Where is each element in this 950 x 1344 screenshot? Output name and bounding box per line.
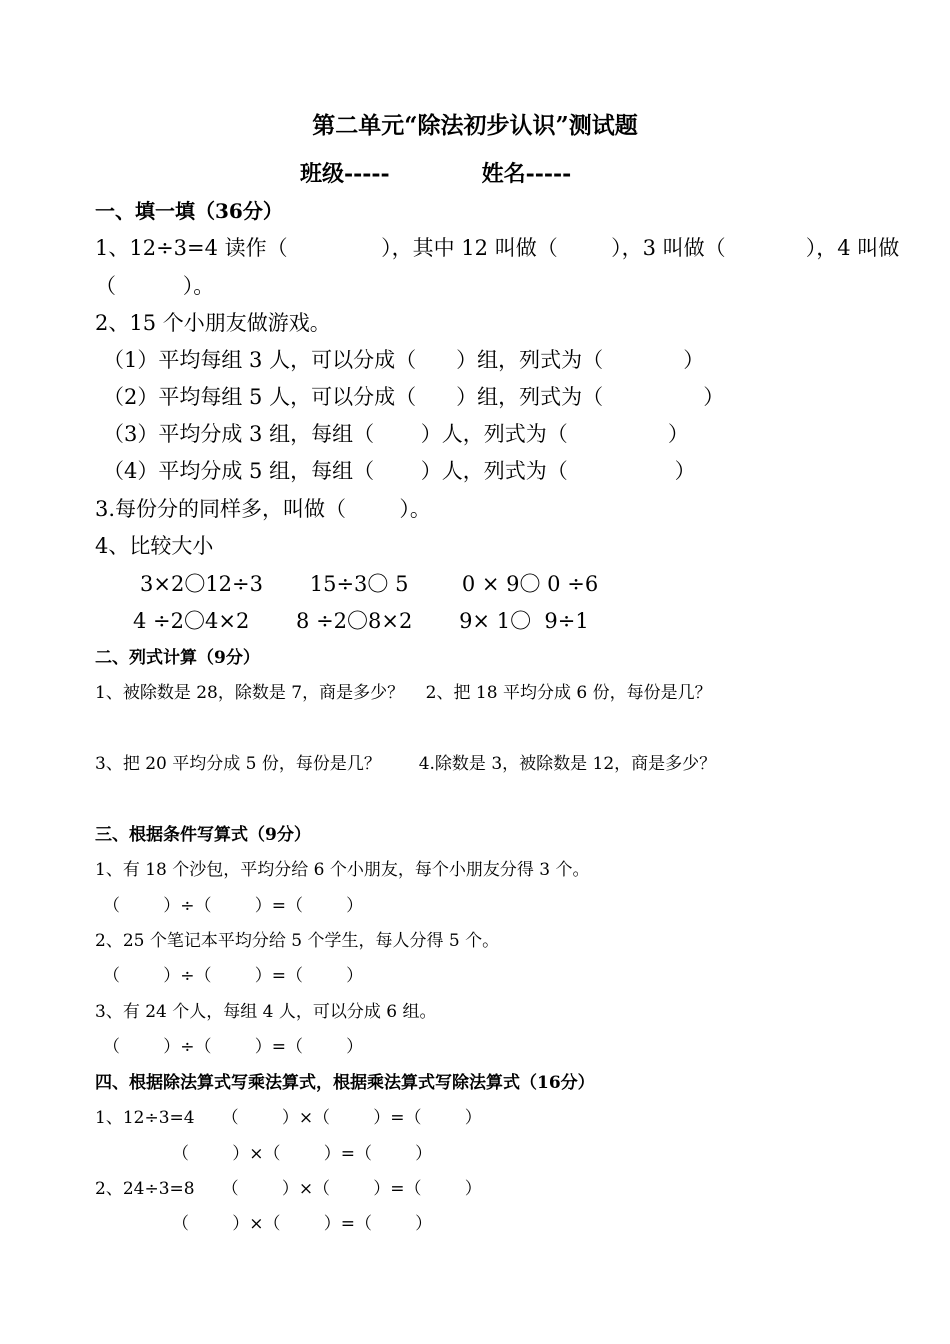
q2-item-4: （4）平均分成 5 组，每组（ ）人，列式为（ ） xyxy=(103,459,696,483)
q1-line1: 1、12÷3=4 读作（ ），其中 12 叫做（ ），3 叫做（ ），4 叫做 xyxy=(95,236,900,260)
section3-item-3-formula: （ ）÷（ ）=（ ） xyxy=(103,1037,364,1057)
section3-item-3-text: 3、有 24 个人，每组 4 人，可以分成 6 组。 xyxy=(95,1002,437,1022)
section4-item-1-line1: 1、12÷3=4 （ ）×（ ）=（ ） xyxy=(95,1108,482,1128)
section3-item-2-text: 2、25 个笔记本平均分给 5 个学生，每人分得 5 个。 xyxy=(95,931,500,951)
q4-row-1: 3×2〇12÷3 15÷3〇 5 0 × 9〇 0 ÷6 xyxy=(140,572,599,596)
section4-item-2-line1: 2、24÷3=8 （ ）×（ ）=（ ） xyxy=(95,1179,482,1199)
q2-item-3: （3）平均分成 3 组，每组（ ）人，列式为（ ） xyxy=(103,422,689,446)
section4-item-2-line2: （ ）×（ ）=（ ） xyxy=(172,1214,433,1234)
q1-line2: （ ）。 xyxy=(95,274,215,298)
section2-heading: 二、列式计算（9分） xyxy=(95,648,260,668)
q4-intro: 4、比较大小 xyxy=(95,534,214,558)
q2-item-1: （1）平均每组 3 人，可以分成（ ）组，列式为（ ） xyxy=(103,348,705,372)
section3-item-2-formula: （ ）÷（ ）=（ ） xyxy=(103,966,364,986)
section3-item-1-text: 1、有 18 个沙包，平均分给 6 个小朋友，每个小朋友分得 3 个。 xyxy=(95,860,590,880)
q2-item-2: （2）平均每组 5 人，可以分成（ ）组，列式为（ ） xyxy=(103,385,725,409)
section2-row-1: 1、被除数是 28，除数是 7，商是多少？ 2、把 18 平均分成 6 份，每份是几？ xyxy=(95,683,712,703)
section3-heading: 三、根据条件写算式（9分） xyxy=(95,825,311,845)
page-title: 第二单元“除法初步认识”测试题 xyxy=(312,112,638,139)
q4-row-2: 4 ÷2〇4×2 8 ÷2〇8×2 9× 1〇 9÷1 xyxy=(133,609,589,633)
section1-heading: 一、填一填（36分） xyxy=(95,199,283,223)
q2-intro: 2、15 个小朋友做游戏。 xyxy=(95,311,331,335)
class-name-line: 班级----- 姓名----- xyxy=(300,161,572,187)
section4-heading: 四、根据除法算式写乘法算式，根据乘法算式写除法算式（16分） xyxy=(95,1073,595,1093)
q3: 3.每份分的同样多，叫做（ ）。 xyxy=(95,497,431,521)
section3-item-1-formula: （ ）÷（ ）=（ ） xyxy=(103,896,364,916)
section2-row-2: 3、把 20 平均分成 5 份，每份是几？ 4.除数是 3，被除数是 12，商是多少？ xyxy=(95,754,717,774)
section4-item-1-line2: （ ）×（ ）=（ ） xyxy=(172,1144,433,1164)
